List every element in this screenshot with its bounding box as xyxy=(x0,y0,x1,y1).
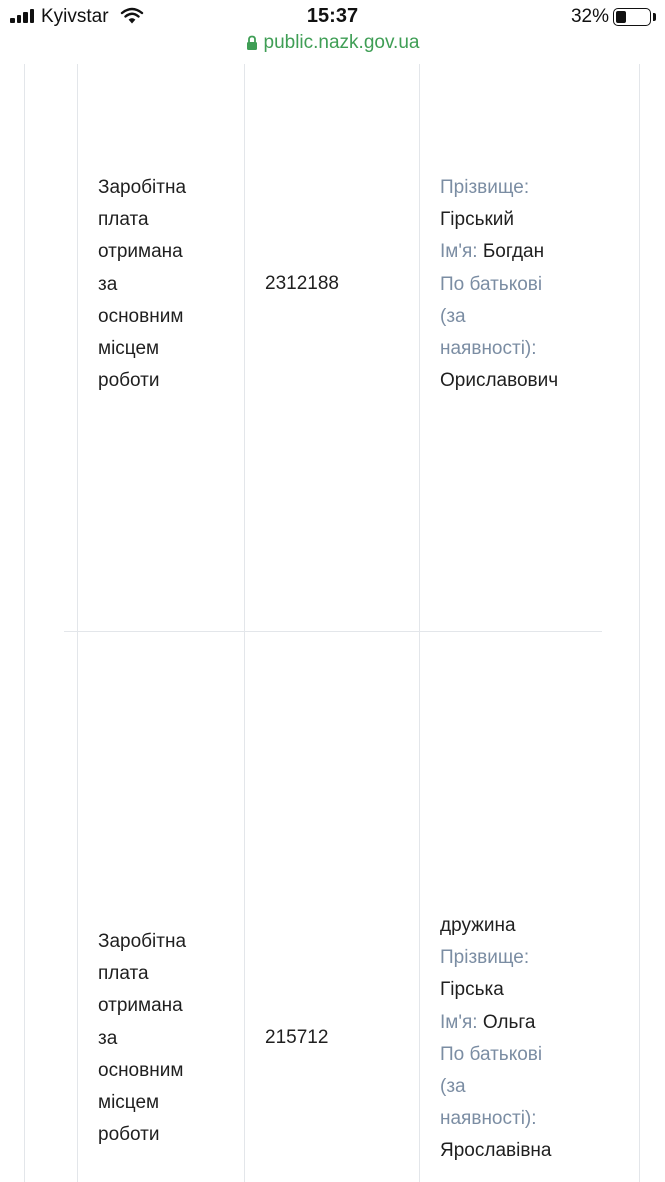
carrier-name: Kyivstar xyxy=(41,6,109,27)
table-border-left xyxy=(24,64,25,1182)
url-text: public.nazk.gov.ua xyxy=(263,32,420,53)
patronymic-label: наявності): xyxy=(440,1108,537,1130)
patronymic-label: наявності): xyxy=(440,338,537,360)
patronymic-label: По батькові xyxy=(440,273,543,295)
amount-cell: 2312188 xyxy=(265,273,339,294)
recipient-cell xyxy=(440,172,558,397)
name-label: Ім'я: xyxy=(440,1011,478,1033)
relation-value: дружина xyxy=(440,915,516,936)
row-divider xyxy=(64,631,602,632)
patronymic-value: Ориславович xyxy=(440,370,559,392)
name-value: Ольга xyxy=(482,1011,536,1033)
battery-tip xyxy=(653,13,656,21)
amount-cell: 215712 xyxy=(265,1027,329,1048)
recipient-cell xyxy=(440,910,551,1168)
income-type-cell: Заробітна плата отримана за основним місцем роботи xyxy=(98,931,187,1146)
name-label: Ім'я: xyxy=(440,241,478,263)
table-border-right xyxy=(639,64,640,1182)
battery-percentage: 32% xyxy=(570,6,609,27)
lock-icon xyxy=(246,35,258,51)
battery-icon xyxy=(613,8,651,26)
income-table xyxy=(0,64,665,1182)
name-value: Богдан xyxy=(482,241,545,263)
surname-label: Прізвище: xyxy=(440,947,530,969)
surname-value: Гірський xyxy=(440,209,515,231)
patronymic-value: Ярославівна xyxy=(440,1140,552,1162)
column-divider xyxy=(77,64,78,1182)
status-bar xyxy=(0,0,665,32)
address-bar[interactable] xyxy=(0,32,665,62)
surname-label: Прізвище: xyxy=(440,177,530,198)
column-divider xyxy=(244,64,245,1182)
patronymic-label: (за xyxy=(440,1076,466,1098)
surname-value: Гірська xyxy=(440,979,504,1001)
patronymic-label: По батькові xyxy=(440,1043,543,1065)
patronymic-label: (за xyxy=(440,305,466,327)
income-type-cell: Заробітна плата отримана за основним місцем роботи xyxy=(98,177,187,392)
column-divider xyxy=(419,64,420,1182)
clock: 15:37 xyxy=(306,5,359,27)
